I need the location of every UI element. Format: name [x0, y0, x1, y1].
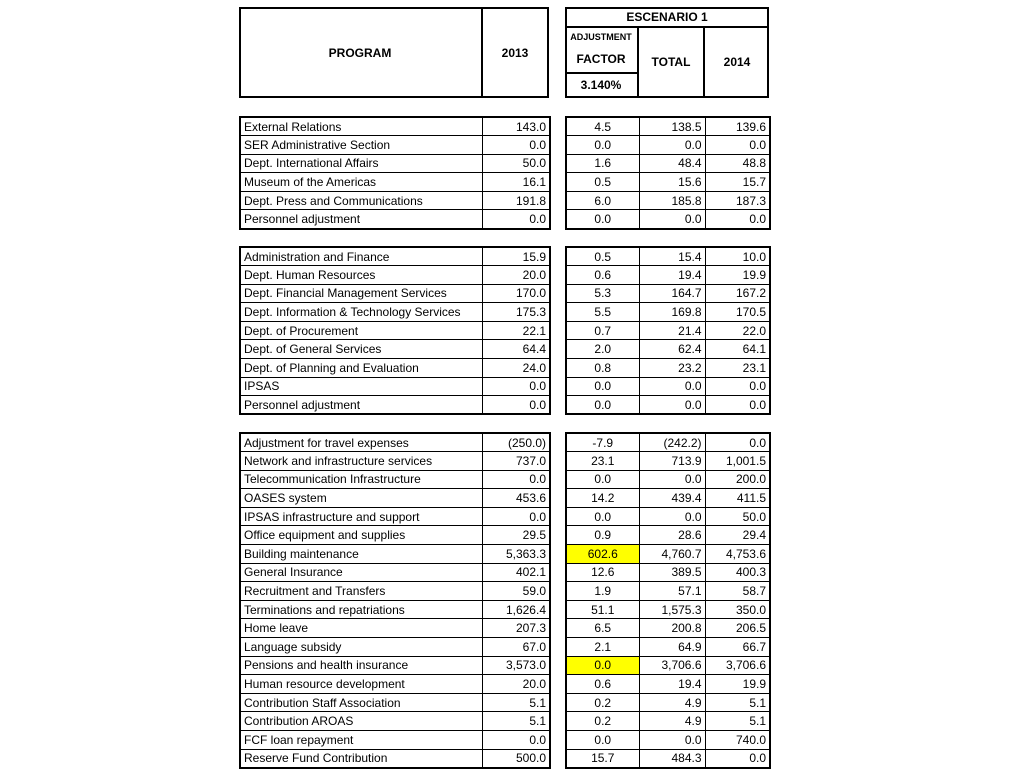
value-2013-cell: 5.1: [482, 712, 550, 731]
table-row: [566, 526, 770, 545]
table-row: [240, 173, 550, 192]
table-row: [566, 284, 770, 303]
value-2014-cell: 3,706.6: [705, 656, 770, 675]
total-cell: 48.4: [639, 154, 705, 173]
program-name-cell: Human resource development: [240, 675, 482, 694]
adjustment-factor-cell: 1.9: [566, 582, 639, 601]
value-2013-cell: 0.0: [482, 396, 550, 415]
value-2014-cell: 170.5: [705, 303, 770, 322]
table-row: [566, 396, 770, 415]
header-2014: 2014: [723, 55, 751, 69]
value-2014-cell: 10.0: [705, 247, 770, 266]
program-name-cell: Building maintenance: [240, 545, 482, 564]
adjustment-factor-cell: 4.5: [566, 117, 639, 136]
total-cell: 19.4: [639, 675, 705, 694]
total-cell: 57.1: [639, 582, 705, 601]
value-2013-cell: 64.4: [482, 340, 550, 359]
adjustment-factor-cell: 0.6: [566, 675, 639, 694]
adjustment-factor-cell: 6.0: [566, 191, 639, 210]
value-2014-cell: 139.6: [705, 117, 770, 136]
value-2013-cell: 59.0: [482, 582, 550, 601]
total-cell: 0.0: [639, 396, 705, 415]
table-row: [240, 489, 550, 508]
program-table-left-2: [239, 246, 551, 415]
value-2013-cell: 0.0: [482, 507, 550, 526]
total-cell: 389.5: [639, 563, 705, 582]
total-cell: 164.7: [639, 284, 705, 303]
value-2013-cell: 24.0: [482, 359, 550, 378]
program-name-cell: Office equipment and supplies: [240, 526, 482, 545]
table-row: [240, 712, 550, 731]
total-cell: 1,575.3: [639, 600, 705, 619]
program-name-cell: Recruitment and Transfers: [240, 582, 482, 601]
scenario-table-right-1: [565, 116, 771, 230]
value-2013-cell: 0.0: [482, 470, 550, 489]
value-2014-cell: 0.0: [705, 396, 770, 415]
value-2013-cell: 737.0: [482, 452, 550, 471]
adjustment-factor-cell: 5.3: [566, 284, 639, 303]
value-2014-cell: 1,001.5: [705, 452, 770, 471]
value-2014-cell: 411.5: [705, 489, 770, 508]
table-row: [566, 377, 770, 396]
adjustment-factor-cell: 5.5: [566, 303, 639, 322]
value-2013-cell: 170.0: [482, 284, 550, 303]
value-2014-cell: 0.0: [705, 210, 770, 229]
value-2014-cell: 0.0: [705, 749, 770, 768]
program-name-cell: Dept. of Procurement: [240, 321, 482, 340]
adjustment-factor-cell: 0.0: [566, 377, 639, 396]
table-row: [240, 545, 550, 564]
table-row: [566, 247, 770, 266]
header-factor-value: 3.140%: [580, 78, 622, 92]
program-name-cell: Dept. Information & Technology Services: [240, 303, 482, 322]
total-cell: 0.0: [639, 136, 705, 155]
table-row: [240, 284, 550, 303]
table-row: [566, 433, 770, 452]
value-2014-cell: 206.5: [705, 619, 770, 638]
header-adjustment: ADJUSTMENT: [570, 32, 632, 42]
value-2013-cell: 15.9: [482, 247, 550, 266]
program-name-cell: Telecommunication Infrastructure: [240, 470, 482, 489]
table-row: [566, 452, 770, 471]
table-row: [566, 117, 770, 136]
total-cell: 3,706.6: [639, 656, 705, 675]
total-cell: 21.4: [639, 321, 705, 340]
adjustment-factor-cell: 0.0: [566, 470, 639, 489]
adjustment-factor-cell: 0.0: [566, 731, 639, 750]
value-2013-cell: 175.3: [482, 303, 550, 322]
adjustment-factor-cell: 23.1: [566, 452, 639, 471]
value-2013-cell: 0.0: [482, 377, 550, 396]
total-cell: 15.4: [639, 247, 705, 266]
header-scenario: ESCENARIO 1: [626, 10, 708, 24]
table-row: [240, 526, 550, 545]
program-name-cell: Network and infrastructure services: [240, 452, 482, 471]
value-2013-cell: 143.0: [482, 117, 550, 136]
table-row: [566, 749, 770, 768]
program-name-cell: Museum of the Americas: [240, 173, 482, 192]
adjustment-factor-cell: 0.5: [566, 173, 639, 192]
adjustment-factor-cell: 0.0: [566, 396, 639, 415]
adjustment-factor-cell: 0.8: [566, 359, 639, 378]
adjustment-factor-cell: 2.0: [566, 340, 639, 359]
table-row: [566, 656, 770, 675]
value-2013-cell: 500.0: [482, 749, 550, 768]
table-row: [240, 638, 550, 657]
table-row: [240, 154, 550, 173]
adjustment-factor-cell: 14.2: [566, 489, 639, 508]
adjustment-factor-cell: 0.0: [566, 210, 639, 229]
value-2014-cell: 22.0: [705, 321, 770, 340]
total-cell: 4.9: [639, 693, 705, 712]
header-2013: 2013: [501, 45, 529, 60]
value-2014-cell: 4,753.6: [705, 545, 770, 564]
table-row: [566, 600, 770, 619]
program-name-cell: IPSAS: [240, 377, 482, 396]
table-row: [240, 675, 550, 694]
table-row: [240, 359, 550, 378]
table-row: [566, 619, 770, 638]
table-row: [240, 396, 550, 415]
program-name-cell: Dept. International Affairs: [240, 154, 482, 173]
adjustment-factor-cell: 0.0: [566, 656, 639, 675]
table-row: [566, 173, 770, 192]
value-2014-cell: 29.4: [705, 526, 770, 545]
value-2014-cell: 5.1: [705, 693, 770, 712]
program-name-cell: IPSAS infrastructure and support: [240, 507, 482, 526]
value-2014-cell: 5.1: [705, 712, 770, 731]
total-cell: 0.0: [639, 507, 705, 526]
scenario-table-right-3: [565, 432, 771, 769]
program-name-cell: Dept. Press and Communications: [240, 191, 482, 210]
value-2014-cell: 64.1: [705, 340, 770, 359]
program-name-cell: Dept. of Planning and Evaluation: [240, 359, 482, 378]
table-row: [566, 489, 770, 508]
table-row: [566, 545, 770, 564]
table-row: [240, 749, 550, 768]
adjustment-factor-cell: 6.5: [566, 619, 639, 638]
table-row: [566, 563, 770, 582]
value-2013-cell: 0.0: [482, 731, 550, 750]
table-row: [566, 340, 770, 359]
table-row: [566, 507, 770, 526]
table-row: [240, 210, 550, 229]
value-2013-cell: (250.0): [482, 433, 550, 452]
adjustment-factor-cell: 51.1: [566, 600, 639, 619]
value-2014-cell: 200.0: [705, 470, 770, 489]
table-row: [240, 433, 550, 452]
value-2014-cell: 740.0: [705, 731, 770, 750]
value-2013-cell: 0.0: [482, 136, 550, 155]
value-2013-cell: 29.5: [482, 526, 550, 545]
value-2013-cell: 191.8: [482, 191, 550, 210]
program-name-cell: Administration and Finance: [240, 247, 482, 266]
table-row: [566, 266, 770, 285]
program-name-cell: Contribution AROAS: [240, 712, 482, 731]
table-row: [566, 675, 770, 694]
program-name-cell: SER Administrative Section: [240, 136, 482, 155]
value-2013-cell: 67.0: [482, 638, 550, 657]
total-cell: (242.2): [639, 433, 705, 452]
table-row: [566, 582, 770, 601]
adjustment-factor-cell: 0.2: [566, 712, 639, 731]
table-row: [566, 154, 770, 173]
program-name-cell: Dept. Financial Management Services: [240, 284, 482, 303]
total-cell: 484.3: [639, 749, 705, 768]
value-2014-cell: 19.9: [705, 266, 770, 285]
table-row: [240, 266, 550, 285]
table-row: [566, 359, 770, 378]
adjustment-factor-cell: 0.0: [566, 507, 639, 526]
table-row: [240, 731, 550, 750]
table-row: [240, 693, 550, 712]
table-row: [566, 712, 770, 731]
total-cell: 4,760.7: [639, 545, 705, 564]
table-row: [566, 136, 770, 155]
total-cell: 138.5: [639, 117, 705, 136]
table-row: [240, 377, 550, 396]
value-2013-cell: 20.0: [482, 266, 550, 285]
program-table-left-1: [239, 116, 551, 230]
program-table-left-3: [239, 432, 551, 769]
adjustment-factor-cell: 602.6: [566, 545, 639, 564]
value-2013-cell: 3,573.0: [482, 656, 550, 675]
total-cell: 15.6: [639, 173, 705, 192]
scenario-table-right-2: [565, 246, 771, 415]
value-2013-cell: 20.0: [482, 675, 550, 694]
total-cell: 64.9: [639, 638, 705, 657]
program-name-cell: Home leave: [240, 619, 482, 638]
program-name-cell: Dept. of General Services: [240, 340, 482, 359]
value-2014-cell: 19.9: [705, 675, 770, 694]
program-name-cell: Contribution Staff Association: [240, 693, 482, 712]
program-name-cell: Language subsidy: [240, 638, 482, 657]
program-name-cell: External Relations: [240, 117, 482, 136]
adjustment-factor-cell: 0.5: [566, 247, 639, 266]
table-row: [240, 619, 550, 638]
table-row: [240, 452, 550, 471]
total-cell: 439.4: [639, 489, 705, 508]
adjustment-factor-cell: 0.6: [566, 266, 639, 285]
total-cell: 0.0: [639, 377, 705, 396]
value-2014-cell: 58.7: [705, 582, 770, 601]
total-cell: 28.6: [639, 526, 705, 545]
table-row: [566, 191, 770, 210]
table-row: [240, 507, 550, 526]
table-row: [240, 656, 550, 675]
adjustment-factor-cell: 15.7: [566, 749, 639, 768]
program-name-cell: Terminations and repatriations: [240, 600, 482, 619]
table-row: [240, 191, 550, 210]
adjustment-factor-cell: 0.7: [566, 321, 639, 340]
value-2014-cell: 50.0: [705, 507, 770, 526]
value-2013-cell: 16.1: [482, 173, 550, 192]
total-cell: 23.2: [639, 359, 705, 378]
adjustment-factor-cell: 2.1: [566, 638, 639, 657]
table-row: [240, 600, 550, 619]
total-cell: 713.9: [639, 452, 705, 471]
value-2013-cell: 453.6: [482, 489, 550, 508]
table-row: [240, 470, 550, 489]
adjustment-factor-cell: 0.0: [566, 136, 639, 155]
value-2014-cell: 350.0: [705, 600, 770, 619]
header-total: TOTAL: [651, 55, 691, 69]
program-name-cell: OASES system: [240, 489, 482, 508]
header-factor: FACTOR: [576, 52, 626, 66]
value-2013-cell: 402.1: [482, 563, 550, 582]
value-2014-cell: 167.2: [705, 284, 770, 303]
value-2014-cell: 48.8: [705, 154, 770, 173]
total-cell: 0.0: [639, 731, 705, 750]
total-cell: 169.8: [639, 303, 705, 322]
total-cell: 200.8: [639, 619, 705, 638]
table-row: [240, 321, 550, 340]
table-row: [566, 210, 770, 229]
value-2014-cell: 0.0: [705, 136, 770, 155]
total-cell: 4.9: [639, 712, 705, 731]
value-2013-cell: 5,363.3: [482, 545, 550, 564]
table-row: [240, 563, 550, 582]
table-row: [566, 693, 770, 712]
table-row: [240, 247, 550, 266]
total-cell: 62.4: [639, 340, 705, 359]
table-row: [240, 136, 550, 155]
total-cell: 185.8: [639, 191, 705, 210]
adjustment-factor-cell: 0.9: [566, 526, 639, 545]
adjustment-factor-cell: 1.6: [566, 154, 639, 173]
value-2014-cell: 66.7: [705, 638, 770, 657]
value-2013-cell: 1,626.4: [482, 600, 550, 619]
adjustment-factor-cell: 0.2: [566, 693, 639, 712]
program-name-cell: Reserve Fund Contribution: [240, 749, 482, 768]
value-2014-cell: 23.1: [705, 359, 770, 378]
value-2013-cell: 50.0: [482, 154, 550, 173]
value-2013-cell: 0.0: [482, 210, 550, 229]
value-2013-cell: 207.3: [482, 619, 550, 638]
value-2014-cell: 15.7: [705, 173, 770, 192]
value-2014-cell: 0.0: [705, 433, 770, 452]
table-row: [240, 303, 550, 322]
table-row: [566, 321, 770, 340]
table-row: [566, 303, 770, 322]
adjustment-factor-cell: -7.9: [566, 433, 639, 452]
header-program: PROGRAM: [328, 45, 392, 60]
program-name-cell: Personnel adjustment: [240, 396, 482, 415]
program-name-cell: Personnel adjustment: [240, 210, 482, 229]
total-cell: 0.0: [639, 210, 705, 229]
table-row: [240, 582, 550, 601]
total-cell: 0.0: [639, 470, 705, 489]
value-2014-cell: 400.3: [705, 563, 770, 582]
adjustment-factor-cell: 12.6: [566, 563, 639, 582]
table-row: [566, 470, 770, 489]
table-row: [566, 638, 770, 657]
total-cell: 19.4: [639, 266, 705, 285]
program-name-cell: Adjustment for travel expenses: [240, 433, 482, 452]
program-name-cell: Dept. Human Resources: [240, 266, 482, 285]
value-2013-cell: 22.1: [482, 321, 550, 340]
program-name-cell: Pensions and health insurance: [240, 656, 482, 675]
table-row: [566, 731, 770, 750]
table-row: [240, 117, 550, 136]
value-2014-cell: 187.3: [705, 191, 770, 210]
value-2013-cell: 5.1: [482, 693, 550, 712]
table-row: [240, 340, 550, 359]
value-2014-cell: 0.0: [705, 377, 770, 396]
program-name-cell: General Insurance: [240, 563, 482, 582]
program-name-cell: FCF loan repayment: [240, 731, 482, 750]
